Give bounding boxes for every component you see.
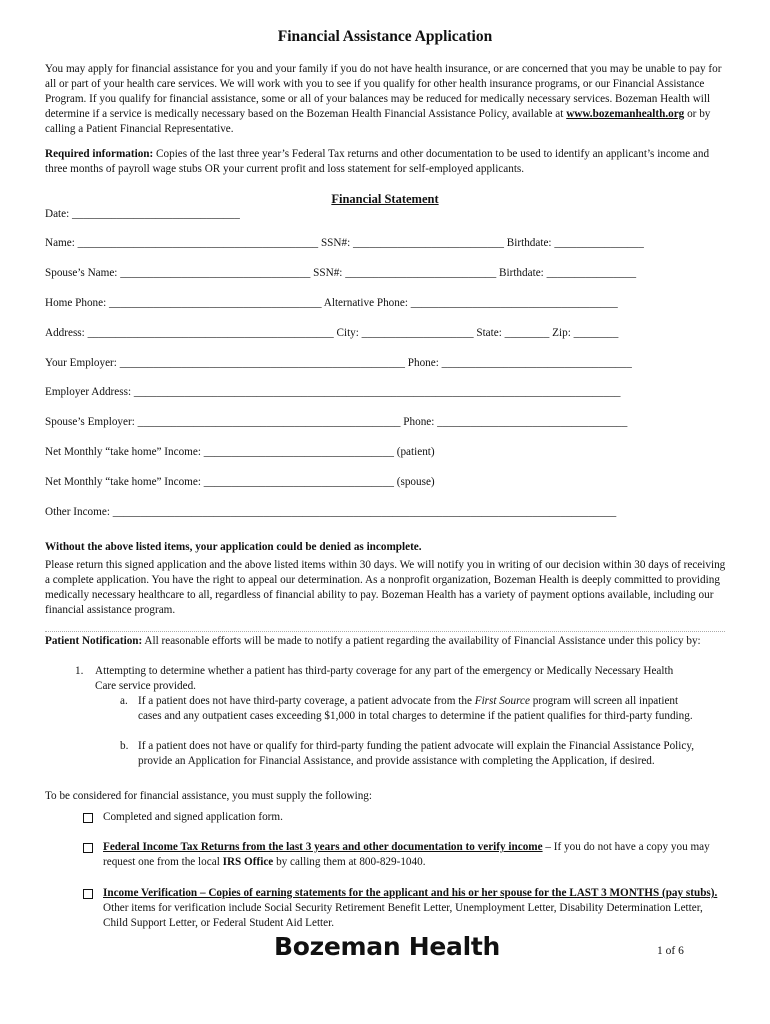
requirements-intro: To be considered for financial assistance, you must supply the following: <box>45 790 372 802</box>
patient-notification: Patient Notification: All reasonable efforts will be made to notify a patient regarding the availability of Financial Assistance under this policy by: <box>45 635 701 647</box>
employer-address-field[interactable]: Employer Address: _______________________________________________________________________________________ <box>45 386 621 398</box>
phone-field[interactable]: Home Phone: ______________________________________ Alternative Phone: _____________________________________ <box>45 297 618 309</box>
intro-paragraph: You may apply for financial assistance for you and your family if you do not have health insurance, or are concerned that you may be unable to pay for all or part of your health care services. We will work with you to see if you qualify for other health insurance programs, or our Financial Assistance Program. If you qualify for financial assistance, some or all of your balances may be reduced for medically necessary services. Bozeman Health will determine if a service is medically necessary based on the Bozeman Health Financial Assistance Policy, available at www.bozemanhealth.org or by calling a Patient Financial Representative. <box>45 63 722 135</box>
checkbox-icon[interactable] <box>83 843 93 853</box>
section-divider <box>45 631 725 632</box>
address-field[interactable]: Address: ____________________________________________ City: ____________________ State: ________ Zip: ________ <box>45 327 619 339</box>
required-label: Required information: <box>45 148 154 160</box>
employer-field[interactable]: Your Employer: ___________________________________________________ Phone: __________________________________ <box>45 357 632 369</box>
notification-item-1: 1. Attempting to determine whether a patient has third-party coverage for any part of the emergency or Medically Necessary Health Care service provided. <box>75 665 674 692</box>
date-field[interactable]: Date: ______________________________ <box>45 208 240 220</box>
financial-statement-heading: Financial Statement <box>331 192 439 206</box>
checkbox-icon[interactable] <box>83 813 93 823</box>
requirement-item-1: Completed and signed application form. <box>83 810 723 825</box>
spouse-employer-field[interactable]: Spouse’s Employer: _______________________________________________ Phone: __________________________________ <box>45 416 628 428</box>
notification-item-a: a. If a patient does not have third-party coverage, a patient advocate from the First Source program will screen all inpatient cases and any outpatient cases exceeding $1,000 in total charges to determine if the patient qualifies for third-party funding. <box>120 695 693 722</box>
other-income-field[interactable]: Other Income: __________________________________________________________________________________________ <box>45 506 617 518</box>
page-title: Financial Assistance Application <box>277 28 493 45</box>
bozeman-health-logo: Bozeman Health <box>274 932 501 961</box>
spouse-name-field[interactable]: Spouse’s Name: __________________________________ SSN#: ___________________________ Birthdate: ________________ <box>45 267 637 279</box>
requirement-item-3: Income Verification – Copies of earning statements for the applicant and his or her spouse for the LAST 3 MONTHS (pay stubs). Other items for verification include Social Security Retirement Benefit Letter, Unemployment Letter, Disability Determination Letter, Child Support Letter, or Federal Student Aid Letter. <box>83 886 723 931</box>
checkbox-icon[interactable] <box>83 889 93 899</box>
income-spouse-field[interactable]: Net Monthly “take home” Income: __________________________________ (spouse) <box>45 476 435 488</box>
requirement-item-2: Federal Income Tax Returns from the last 3 years and other documentation to verify income – If you do not have a copy you may request one from the local IRS Office by calling them at 800-829-1040. <box>83 840 723 870</box>
return-instructions: Please return this signed application and the above listed items within 30 days. We will notify you in writing of our decision within 30 days of receiving a complete application. You have the right to appeal our determination. As a nonprofit organization, Bozeman Health is deeply committed to providing medically necessary healthcare to all, regardless of financial ability to pay. Bozeman Health has a variety of payment options available, including our financial assistance program. <box>45 559 726 616</box>
notification-item-b: b. If a patient does not have or qualify for third-party funding the patient advocate will explain the Financial Assistance Policy, provide an Application for Financial Assistance, and provide assistance with completing the Application, if desired. <box>120 740 695 767</box>
incomplete-warning: Without the above listed items, your application could be denied as incomplete. <box>45 541 422 553</box>
page-number: 1 of 6 <box>657 945 684 957</box>
income-patient-field[interactable]: Net Monthly “take home” Income: __________________________________ (patient) <box>45 446 435 458</box>
notification-label: Patient Notification: <box>45 635 143 647</box>
website-link[interactable]: www.bozemanhealth.org <box>566 108 685 120</box>
required-information: Required information: Copies of the last three year’s Federal Tax returns and other documentation to be used to identify an applicant’s income and three months of payroll wage stubs OR your current profit and loss statement for self-employed applicants. <box>45 148 710 175</box>
name-field[interactable]: Name: ___________________________________________ SSN#: ___________________________ Birthdate: ________________ <box>45 237 644 249</box>
